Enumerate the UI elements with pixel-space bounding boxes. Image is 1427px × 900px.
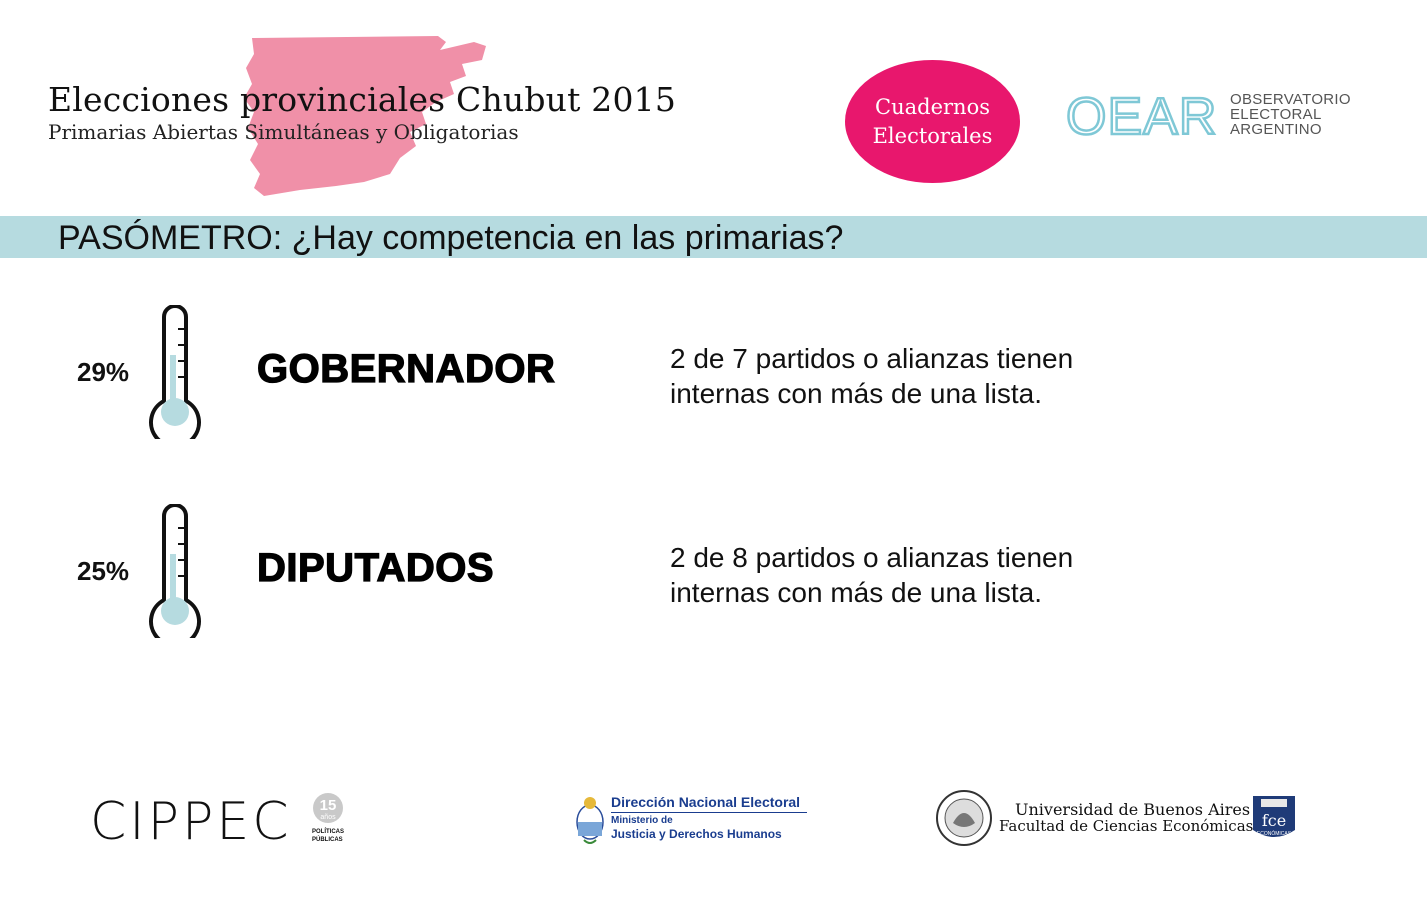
- dne-ministry-line-1: Ministerio de: [611, 815, 673, 826]
- uba-fce-logo: [935, 788, 1305, 848]
- uba-seal-icon: [935, 789, 993, 847]
- uba-line-1: Universidad de Buenos Aires: [1015, 800, 1251, 819]
- badge-line-2: Electorales: [872, 123, 993, 148]
- cuadernos-electorales-badge: [845, 60, 1020, 183]
- description-line-2: internas con más de una lista.: [670, 378, 1042, 409]
- dne-ministry-line-2: Justicia y Derechos Humanos: [611, 827, 782, 841]
- oear-line-1: OBSERVATORIO: [1230, 91, 1351, 108]
- oear-logo-text: [1230, 92, 1351, 137]
- thermometer-icon: [144, 305, 206, 439]
- percent-label: 29%: [77, 357, 130, 387]
- page-subtitle: Primarias Abiertas Simultáneas y Obligatorias: [48, 120, 519, 144]
- cippec-tag-1: POLÍTICAS: [312, 829, 345, 835]
- oear-mark-text: OEAR: [1066, 90, 1218, 142]
- description-line-2: internas con más de una lista.: [670, 577, 1042, 608]
- office-row-diputados: [0, 504, 1427, 644]
- fce-sub: ECONÓMICAS: [1256, 831, 1292, 837]
- section-title: PASÓMETRO: ¿Hay competencia en las primarias?: [58, 219, 844, 257]
- dne-divider: [611, 812, 807, 813]
- cippec-years-word: años: [320, 814, 336, 821]
- uba-line-2: Facultad de Ciencias Económicas: [999, 817, 1254, 835]
- office-description: [670, 540, 1230, 610]
- office-name: DIPUTADOS: [257, 546, 495, 590]
- argentina-coat-of-arms-icon: [574, 792, 606, 847]
- oear-line-3: ARGENTINO: [1230, 121, 1322, 138]
- thermometer-bulb: [161, 597, 189, 625]
- fce-mark: fce: [1261, 811, 1287, 830]
- oear-line-2: ELECTORAL: [1230, 106, 1322, 123]
- thermometer-bulb: [161, 398, 189, 426]
- oear-logo-mark: [1066, 90, 1226, 142]
- badge-line-1: Cuadernos: [875, 94, 990, 119]
- office-name: GOBERNADOR: [257, 347, 556, 391]
- page-title: Elecciones provinciales Chubut 2015: [48, 80, 677, 119]
- cippec-years: 15: [319, 797, 337, 814]
- fce-shield-icon: [1251, 794, 1297, 844]
- cippec-tag-2: PÚBLICAS: [312, 837, 343, 843]
- cippec-logo: [90, 788, 350, 852]
- description-line-1: 2 de 7 partidos o alianzas tienen: [670, 343, 1074, 374]
- percent-label: 25%: [77, 556, 130, 586]
- dne-logo: [574, 792, 814, 847]
- cippec-name: CIPPEC: [90, 792, 292, 852]
- cippec-15-badge: [308, 792, 348, 844]
- description-line-1: 2 de 8 partidos o alianzas tienen: [670, 542, 1074, 573]
- office-row-gobernador: [0, 305, 1427, 445]
- thermometer-icon: [144, 504, 206, 638]
- office-description: [670, 341, 1230, 411]
- dne-title: Dirección Nacional Electoral: [611, 794, 801, 810]
